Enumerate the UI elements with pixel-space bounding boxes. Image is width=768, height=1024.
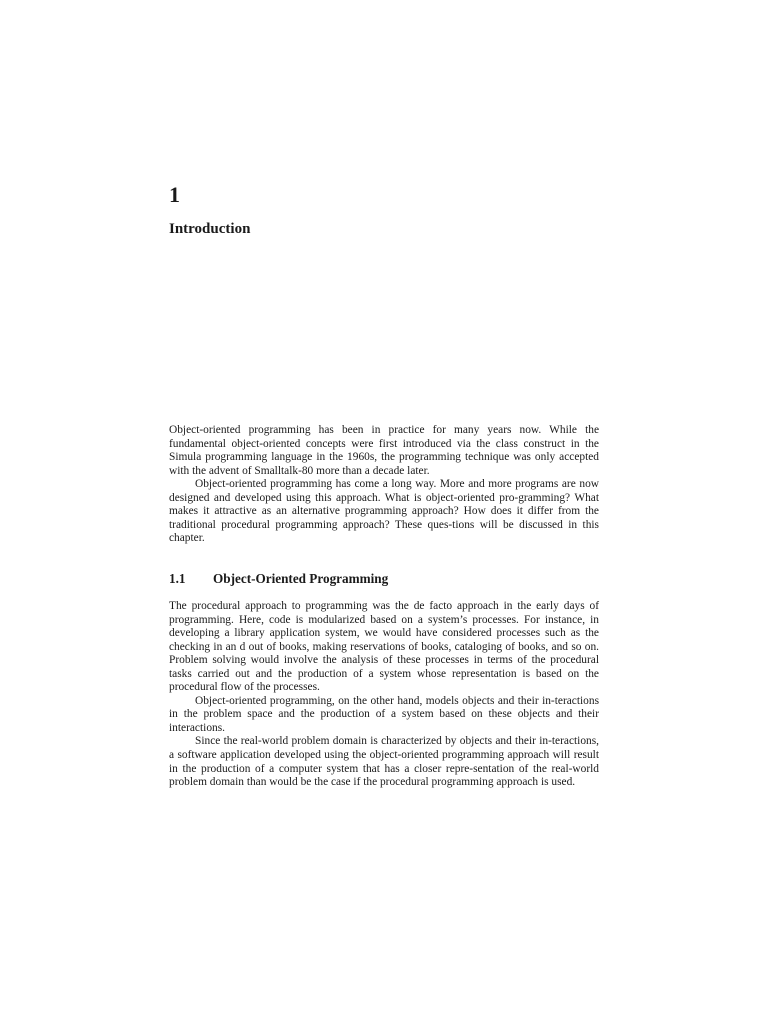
section-heading [169,570,388,588]
intro-text [169,424,599,546]
section-paragraph-3: Since the real-world problem domain is characterized by objects and their in-teractions, a software application developed using the object-oriented programming approach will result in the production of a computer system that has a closer repre-sentation of the real-world problem domain than would be the case if the procedural programming approach is used. [169,735,599,789]
section-paragraph-1: The procedural approach to programming was the de facto approach in the early days of programming. Here, code is modularized based on a system’s processes. For instance, in developing a library application system, we would have considered processes such as the checking in an d out of books, making reservations of books, cataloging of books, and so on. Problem solving would involve the analysis of these processes in terms of the procedural tasks carried out and the production of a system whose representation is based on the procedural flow of the processes. [169,600,599,694]
section-title: Object-Oriented Programming [213,571,389,586]
section-text [169,600,599,790]
intro-paragraph-1: Object-oriented programming has been in practice for many years now. While the fundamental object-oriented concepts were first introduced via the class construct in the Simula programming language in the 1960s, the programming technique was only accepted with the advent of Smalltalk-80 more than a decade later. [169,424,599,477]
chapter-number: 1 [169,182,180,207]
section-number: 1.1 [169,571,186,586]
section-paragraph-2: Object-oriented programming, on the other hand, models objects and their in-teractions in the problem space and the production of a system based on these objects and their interactions. [169,694,599,734]
chapter-title: Introduction [169,221,251,237]
intro-paragraph-2: Object-oriented programming has come a long way. More and more programs are now designed and developed using this approach. What is object-oriented pro-gramming? What makes it attractive as an alternative programming approach? How does it differ from the traditional procedural programming approach? These ques-tions will be discussed in this chapter. [169,478,599,545]
